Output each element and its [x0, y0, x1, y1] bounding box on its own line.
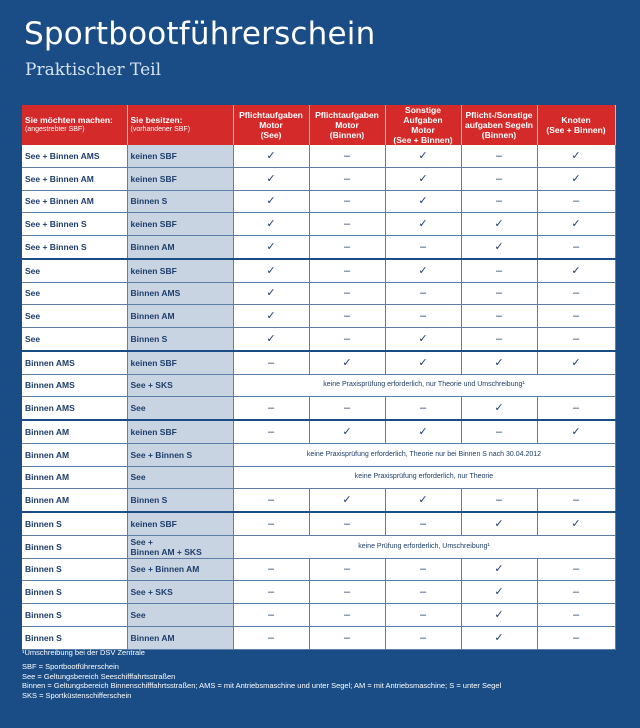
check-icon: ✓ [537, 512, 615, 535]
table-row [22, 443, 615, 466]
dash-icon: – [537, 558, 615, 581]
dash-icon: – [233, 512, 309, 535]
check-icon: ✓ [461, 581, 537, 604]
dash-icon: – [233, 581, 309, 604]
existing-license-cell: See + Binnen S [127, 443, 233, 466]
dash-icon: – [461, 167, 537, 190]
page-subtitle: Praktischer Teil [25, 60, 162, 80]
target-license-cell: See [22, 328, 127, 351]
check-icon: ✓ [385, 328, 461, 351]
header-line: (Binnen) [329, 130, 365, 140]
check-icon: ✓ [385, 259, 461, 282]
header-line: (See) [260, 130, 282, 140]
table-row [22, 604, 615, 627]
header-target-label: Sie möchten machen: [25, 115, 113, 125]
table-row [22, 420, 615, 443]
note-cell: keine Praxisprüfung erforderlich, nur Theorie und Umschreibung¹ [233, 374, 615, 397]
table-row [22, 167, 615, 190]
header-line: Pflichtaufgaben [239, 110, 303, 120]
check-icon: ✓ [233, 328, 309, 351]
existing-license-cell: keinen SBF [127, 145, 233, 167]
target-license-cell: Binnen AMS [22, 351, 127, 374]
table-row [22, 282, 615, 305]
note-cell: keine Praxisprüfung erforderlich, Theorie nur bei Binnen S nach 30.04.2012 [233, 443, 615, 466]
target-license-cell: Binnen S [22, 512, 127, 535]
dash-icon: – [385, 604, 461, 627]
dash-icon: – [461, 420, 537, 443]
dash-icon: – [537, 581, 615, 604]
check-icon: ✓ [461, 512, 537, 535]
table-row [22, 328, 615, 351]
target-license-cell: Binnen AM [22, 466, 127, 489]
table-row [22, 558, 615, 581]
target-license-cell: See + Binnen AM [22, 190, 127, 213]
table-body [22, 145, 615, 649]
dash-icon: – [233, 626, 309, 649]
dash-icon: – [309, 213, 385, 236]
header-line: (See + Binnen) [393, 135, 453, 145]
note-cell: keine Prüfung erforderlich, Umschreibung¹ [233, 535, 615, 558]
table-row [22, 581, 615, 604]
check-icon: ✓ [385, 213, 461, 236]
target-license-cell: See [22, 305, 127, 328]
existing-license-cell: Binnen S [127, 328, 233, 351]
dash-icon: – [233, 420, 309, 443]
target-license-cell: See + Binnen AM [22, 167, 127, 190]
target-license-cell: Binnen S [22, 558, 127, 581]
dash-icon: – [309, 558, 385, 581]
dash-icon: – [309, 167, 385, 190]
existing-license-cell: Binnen S [127, 489, 233, 512]
target-license-cell: Binnen AM [22, 489, 127, 512]
dash-icon: – [461, 328, 537, 351]
existing-license-cell: Binnen AM [127, 305, 233, 328]
check-icon: ✓ [461, 213, 537, 236]
dash-icon: – [461, 305, 537, 328]
dash-icon: – [537, 305, 615, 328]
dash-icon: – [233, 489, 309, 512]
dash-icon: – [385, 236, 461, 259]
table-row [22, 397, 615, 420]
header-have-sub: (vorhandener SBF) [130, 126, 191, 133]
check-icon: ✓ [537, 145, 615, 167]
table-row [22, 466, 615, 489]
check-icon: ✓ [385, 489, 461, 512]
header-line: Pflichtaufgaben [315, 110, 379, 120]
target-license-cell: Binnen AMS [22, 374, 127, 397]
header-line: Knoten [561, 115, 591, 125]
table-row [22, 626, 615, 649]
header-have [127, 105, 233, 145]
check-icon: ✓ [309, 420, 385, 443]
dash-icon: – [385, 397, 461, 420]
legend-line: SKS = Sportküstenschifferschein [22, 690, 132, 700]
page-title: Sportbootführerschein [24, 16, 376, 52]
check-icon: ✓ [385, 351, 461, 374]
header-have-label: Sie besitzen: [130, 115, 183, 125]
dash-icon: – [233, 604, 309, 627]
dash-icon: – [461, 259, 537, 282]
header-line: aufgaben Segeln [464, 120, 533, 130]
existing-license-cell: Binnen AM [127, 626, 233, 649]
header-target [22, 105, 127, 145]
header-line: Motor [259, 120, 283, 130]
check-icon: ✓ [461, 604, 537, 627]
header-pflicht-motor-binnen [309, 105, 385, 145]
check-icon: ✓ [461, 626, 537, 649]
check-icon: ✓ [537, 420, 615, 443]
legend-line: Binnen = Geltungsbereich Binnenschifffahrtsstraßen; AMS = mit Antriebsmaschine und unter Segel; AM = mit Antriebsmaschine; S = unter Segel [22, 681, 502, 690]
legend [22, 662, 501, 700]
existing-license-cell: Binnen AM [127, 236, 233, 259]
dash-icon: – [385, 626, 461, 649]
dash-icon: – [385, 512, 461, 535]
check-icon: ✓ [233, 236, 309, 259]
legend-line: SBF = Sportbootführerschein [22, 662, 119, 671]
check-icon: ✓ [537, 351, 615, 374]
target-license-cell: Binnen AMS [22, 397, 127, 420]
dash-icon: – [461, 489, 537, 512]
dash-icon: – [461, 282, 537, 305]
target-license-cell: See + Binnen S [22, 213, 127, 236]
header-line: (See + Binnen) [546, 125, 606, 135]
dash-icon: – [309, 145, 385, 167]
header-target-sub: (angestrebter SBF) [25, 126, 85, 133]
license-table [22, 105, 616, 650]
dash-icon: – [309, 604, 385, 627]
check-icon: ✓ [461, 558, 537, 581]
existing-license-cell: Binnen AMS [127, 282, 233, 305]
existing-license-cell: keinen SBF [127, 512, 233, 535]
table-row [22, 535, 615, 558]
check-icon: ✓ [537, 213, 615, 236]
header-line: (Binnen) [481, 130, 517, 140]
table-row [22, 512, 615, 535]
table-row [22, 236, 615, 259]
existing-license-cell: See [127, 604, 233, 627]
note-cell: keine Praxisprüfung erforderlich, nur Theorie [233, 466, 615, 489]
existing-license-cell: See + Binnen AM + SKS [127, 535, 233, 558]
header-knoten [537, 105, 615, 145]
target-license-cell: See [22, 259, 127, 282]
check-icon: ✓ [385, 420, 461, 443]
check-icon: ✓ [309, 489, 385, 512]
check-icon: ✓ [233, 213, 309, 236]
existing-license-cell: See + Binnen AM [127, 558, 233, 581]
dash-icon: – [309, 397, 385, 420]
table-row [22, 489, 615, 512]
dash-icon: – [309, 282, 385, 305]
table-row [22, 213, 615, 236]
header-line: Motor [335, 120, 359, 130]
check-icon: ✓ [233, 190, 309, 213]
legend-line: See = Geltungsbereich Seeschifffahrtsstraßen [22, 671, 176, 681]
check-icon: ✓ [233, 145, 309, 167]
check-icon: ✓ [309, 351, 385, 374]
table-row [22, 351, 615, 374]
dash-icon: – [385, 558, 461, 581]
existing-license-cell: See [127, 466, 233, 489]
dash-icon: – [309, 305, 385, 328]
target-license-cell: Binnen AM [22, 420, 127, 443]
table-row [22, 374, 615, 397]
existing-license-cell: Binnen S [127, 190, 233, 213]
target-license-cell: Binnen S [22, 581, 127, 604]
dash-icon: – [309, 581, 385, 604]
footnote: ¹Umschreibung bei der DSV Zentrale [22, 648, 145, 657]
dash-icon: – [309, 259, 385, 282]
dash-icon: – [461, 190, 537, 213]
dash-icon: – [461, 145, 537, 167]
header-sonstige-motor [385, 105, 461, 145]
check-icon: ✓ [233, 259, 309, 282]
header-segeln-binnen [461, 105, 537, 145]
check-icon: ✓ [461, 397, 537, 420]
target-license-cell: Binnen AM [22, 443, 127, 466]
table-row [22, 145, 615, 167]
check-icon: ✓ [537, 259, 615, 282]
check-icon: ✓ [461, 351, 537, 374]
dash-icon: – [537, 190, 615, 213]
dash-icon: – [537, 626, 615, 649]
target-license-cell: Binnen S [22, 535, 127, 558]
dash-icon: – [309, 512, 385, 535]
check-icon: ✓ [461, 236, 537, 259]
table-row [22, 305, 615, 328]
check-icon: ✓ [385, 167, 461, 190]
existing-license-cell: keinen SBF [127, 351, 233, 374]
dash-icon: – [537, 604, 615, 627]
table-row [22, 190, 615, 213]
dash-icon: – [233, 351, 309, 374]
dash-icon: – [385, 581, 461, 604]
existing-license-cell: keinen SBF [127, 259, 233, 282]
dash-icon: – [309, 626, 385, 649]
check-icon: ✓ [385, 190, 461, 213]
dash-icon: – [537, 328, 615, 351]
table-header-row [22, 105, 615, 145]
dash-icon: – [385, 305, 461, 328]
dash-icon: – [233, 558, 309, 581]
dash-icon: – [309, 236, 385, 259]
dash-icon: – [537, 236, 615, 259]
existing-license-cell: keinen SBF [127, 420, 233, 443]
check-icon: ✓ [233, 305, 309, 328]
check-icon: ✓ [233, 282, 309, 305]
dash-icon: – [233, 397, 309, 420]
existing-license-cell: keinen SBF [127, 213, 233, 236]
dash-icon: – [537, 397, 615, 420]
dash-icon: – [309, 190, 385, 213]
check-icon: ✓ [233, 167, 309, 190]
header-line: Pflicht-/Sonstige [465, 110, 533, 120]
target-license-cell: Binnen S [22, 626, 127, 649]
header-line: Sonstige Aufgaben [403, 105, 443, 125]
check-icon: ✓ [537, 167, 615, 190]
check-icon: ✓ [385, 145, 461, 167]
dash-icon: – [537, 489, 615, 512]
dash-icon: – [385, 282, 461, 305]
table-row [22, 259, 615, 282]
existing-license-cell: See + SKS [127, 374, 233, 397]
target-license-cell: Binnen S [22, 604, 127, 627]
existing-license-cell: See [127, 397, 233, 420]
header-pflicht-motor-see [233, 105, 309, 145]
target-license-cell: See + Binnen AMS [22, 145, 127, 167]
dash-icon: – [309, 328, 385, 351]
dash-icon: – [537, 282, 615, 305]
existing-license-cell: keinen SBF [127, 167, 233, 190]
target-license-cell: See [22, 282, 127, 305]
header-line: Motor [411, 125, 435, 135]
existing-license-cell: See + SKS [127, 581, 233, 604]
target-license-cell: See + Binnen S [22, 236, 127, 259]
